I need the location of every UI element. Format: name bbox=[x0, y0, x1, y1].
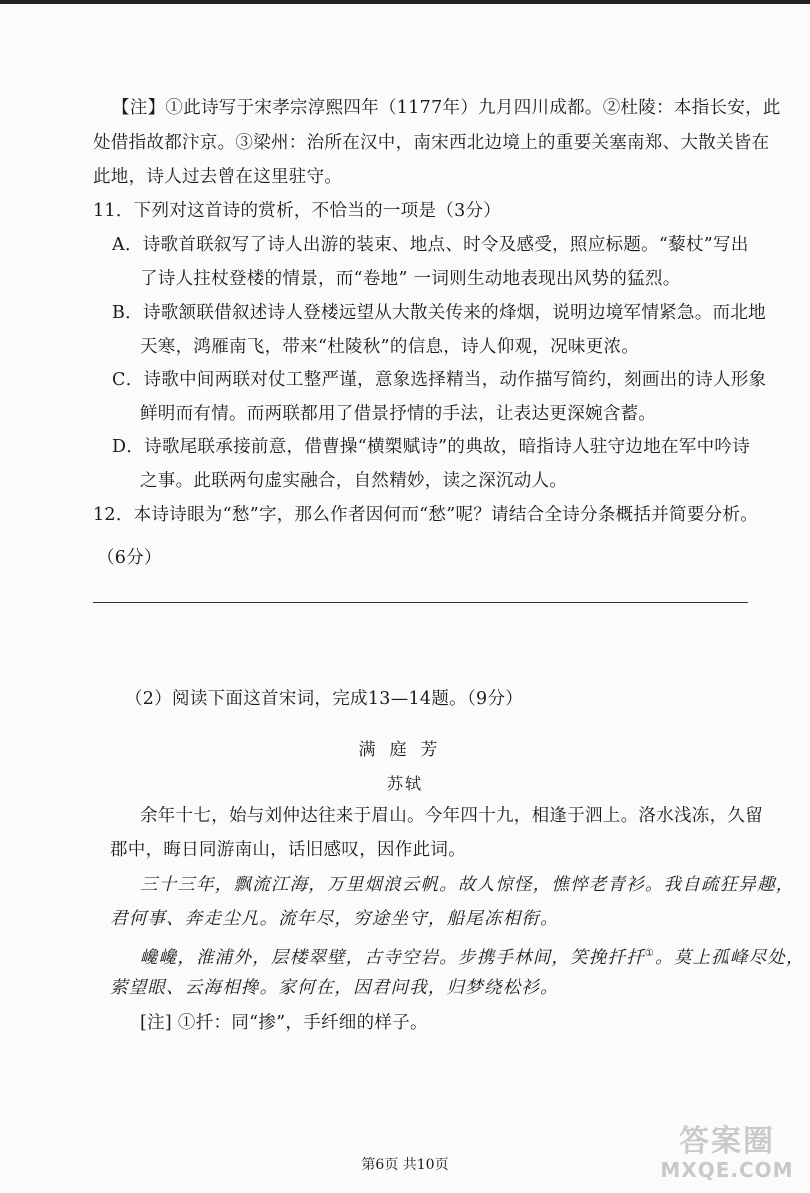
question-11-stem: 11．下列对这首诗的赏析，不恰当的一项是（3分） bbox=[93, 201, 502, 221]
footnote-marker: ① bbox=[644, 948, 656, 959]
q11-option-a-line-2: 了诗人拄杖登楼的情景，而“卷地” 一词则生动地表现出风势的猛烈。 bbox=[140, 269, 681, 289]
top-border bbox=[0, 0, 810, 4]
poem-title: 满庭芳 bbox=[358, 740, 452, 760]
poem-annotation: [注] ①扦：同“掺”，手纤细的样子。 bbox=[140, 1013, 428, 1033]
q11-option-b-line-1: B．诗歌颔联借叙述诗人登楼远望从大散关传来的烽烟，说明边境军情紧急。而北地 bbox=[112, 303, 766, 323]
watermark-logo bbox=[652, 1125, 802, 1187]
note-line-1: 【注】①此诗写于宋孝宗淳熙四年（1177年）九月四川成都。②杜陵：本指长安，此 bbox=[112, 98, 781, 118]
note-line-3: 此地，诗人过去曾在这里驻守。 bbox=[93, 167, 343, 187]
answer-line bbox=[93, 602, 748, 603]
stanza-2-line-1 bbox=[140, 941, 805, 971]
stanza-1-line-2: 君何事、奔走尘凡。流年尽，穷途坐守，船尾冻相衔。 bbox=[110, 909, 559, 929]
stanza-2-line-1-text: 巉巉，淮浦外，层楼翠壁，古寺空岩。步携手林间，笑挽扦扦 bbox=[140, 947, 645, 968]
stanza-2-line-1-end: 。莫上孤峰尽处， bbox=[655, 947, 805, 968]
poem-author: 苏轼 bbox=[386, 774, 423, 793]
poem-preface-line-1: 余年十七，始与刘仲达往来于眉山。今年四十九，相逢于泗上。洛水浅冻，久留 bbox=[140, 806, 763, 826]
q11-option-a-line-1: A．诗歌首联叙写了诗人出游的装束、地点、时令及感受，照应标题。“藜杖”写出 bbox=[112, 235, 749, 255]
q11-option-c-line-2: 鲜明而有情。而两联都用了借景抒情的手法，让表达更深婉含蓄。 bbox=[140, 404, 657, 424]
poem-preface-line-2: 郡中，晦日同游南山，话旧感叹，因作此词。 bbox=[110, 840, 466, 860]
q11-option-c-line-1: C．诗歌中间两联对仗工整严谨，意象选择精当，动作描写简约，刻画出的诗人形象 bbox=[112, 370, 767, 390]
q11-option-b-line-2: 天寒，鸿雁南飞，带来“杜陵秋”的信息，诗人仰观，况味更浓。 bbox=[140, 337, 640, 357]
q11-option-d-line-1: D．诗歌尾联承接前意，借曹操“横槊赋诗”的典故，暗指诗人驻守边地在军中吟诗 bbox=[112, 437, 751, 457]
stanza-1-line-1: 三十三年，飘流江海，万里烟浪云帆。故人惊怪，憔悴老青衫。我自疏狂异趣， bbox=[140, 875, 795, 895]
q11-option-d-line-2: 之事。此联两句虚实融合，自然精妙，读之深沉动人。 bbox=[140, 471, 568, 491]
question-12-score: （6分） bbox=[97, 548, 162, 568]
question-12-stem: 12．本诗诗眼为“愁”字，那么作者因何而“愁”呢？请结合全诗分条概括并简要分析。 bbox=[93, 505, 759, 525]
stanza-2-line-2: 萦望眼、云海相搀。家何在，因君问我，归梦绕松衫。 bbox=[110, 978, 559, 998]
watermark-bottom: MXQE.COM bbox=[660, 1158, 794, 1182]
watermark-top: 答案圈 bbox=[679, 1124, 775, 1159]
section-2-heading: （2）阅读下面这首宋词，完成13—14题。（9分） bbox=[125, 689, 524, 709]
page-footer: 第6页 共10页 bbox=[361, 1157, 449, 1173]
note-line-2: 处借指故都汴京。③梁州：治所在汉中，南宋西北边境上的重要关塞南郑、大散关皆在 bbox=[93, 133, 770, 153]
